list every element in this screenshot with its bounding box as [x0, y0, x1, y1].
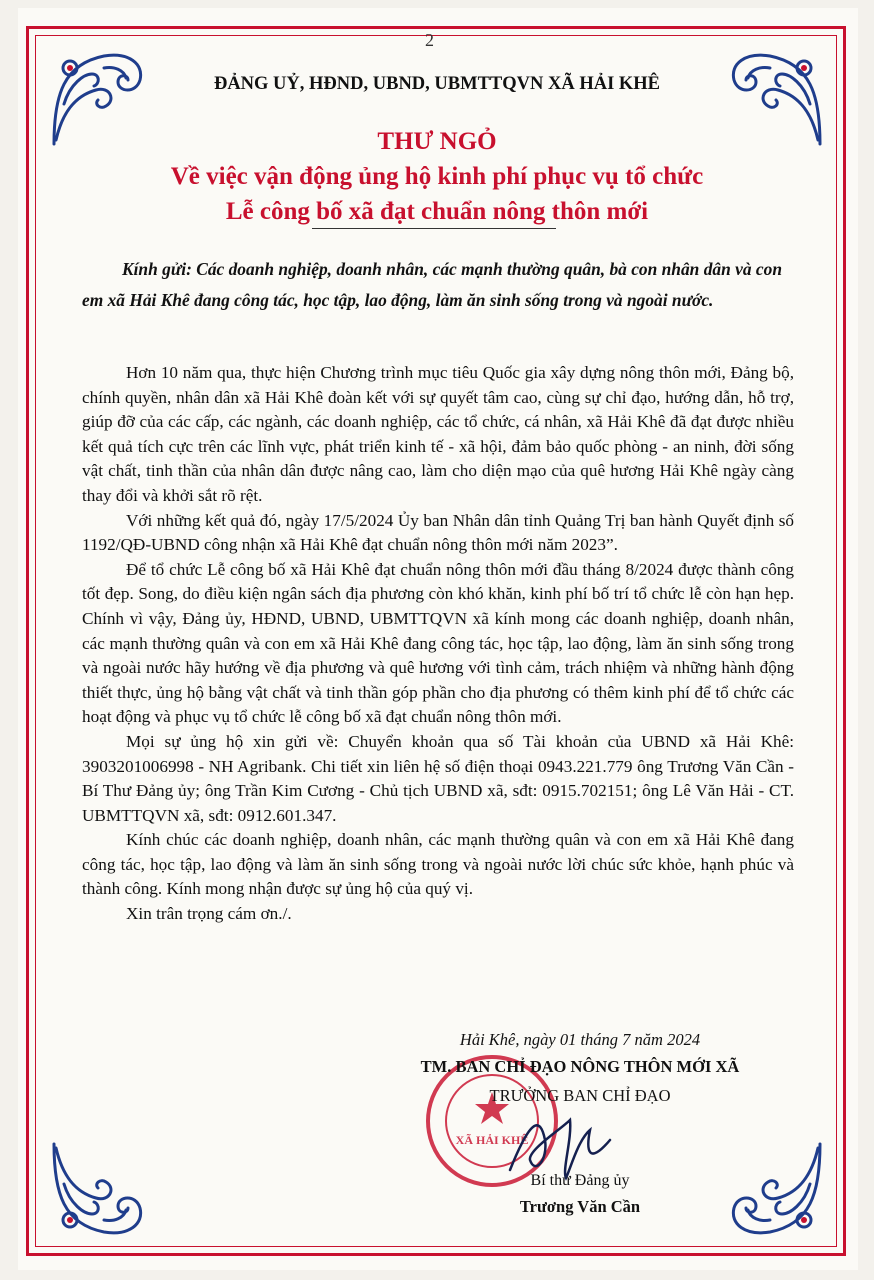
signatory-name: Trương Văn Cần	[519, 1197, 641, 1216]
paragraph: Kính chúc các doanh nghiệp, doanh nhân, các mạnh thường quân và con em xã Hải Khê đang công tác, học tập, lao động và làm ăn sinh sống trong và ngoài nước lời chúc sức khỏe, hạnh phúc và thành công. Kính mong nhận được sự ủng hộ của quý vị.	[82, 830, 794, 899]
signatory-title: Bí thư Đảng ủy	[530, 1172, 630, 1189]
paragraph: Hơn 10 năm qua, thực hiện Chương trình mục tiêu Quốc gia xây dựng nông thôn mới, Đảng bộ, chính quyền, nhân dân xã Hải Khê đoàn kết với sự quyết tâm cao, cùng sự chỉ đạo, hướng dẫn, hỗ trợ, giúp đỡ của các cấp, các ngành, các doanh nghiệp, các tổ chức, cá nhân, xã Hải Khê đã đạt được nhiều kết quả tích cực trên các lĩnh vực, phát triển kinh tế - xã hội, đảm bảo quốc phòng - an ninh, đời sống vật chất, tinh thần của nhân dân được nâng cao, làm cho diện mạo của quê hương Hải Khê ngày càng thay đổi và khởi sắt rõ rệt.	[82, 363, 794, 505]
signature-date: Hải Khê, ngày 01 tháng 7 năm 2024	[459, 1030, 701, 1049]
paragraph: Với những kết quả đó, ngày 17/5/2024 Ủy ban Nhân dân tỉnh Quảng Trị ban hành Quyết định số 1192/QĐ-UBND công nhận xã Hải Khê đạt chuẩn nông thôn mới năm 2023”.	[82, 510, 794, 555]
letter-title	[0, 124, 874, 229]
corner-ornament-icon	[44, 1134, 154, 1244]
signature-role: TRƯỞNG BAN CHỈ ĐẠO	[489, 1086, 671, 1105]
salutation: Kính gửi: Các doanh nghiệp, doanh nhân, các mạnh thường quân, bà con nhân dân và con em xã Hải Khê đang công tác, học tập, lao động, làm ăn sinh sống trong và ngoài nước.	[82, 259, 782, 310]
letter-body	[82, 361, 794, 927]
title-underline	[312, 228, 556, 229]
title-line-2: Lễ công bố xã đạt chuẩn nông thôn mới	[225, 198, 649, 225]
signature-organization: TM. BAN CHỈ ĐẠO NÔNG THÔN MỚI XÃ	[420, 1057, 740, 1076]
stamp-text: XÃ HẢI KHÊ	[455, 1133, 529, 1147]
paragraph: Để tổ chức Lễ công bố xã Hải Khê đạt chuẩn nông thôn mới đầu tháng 8/2024 được thành công tốt đẹp. Song, do điều kiện ngân sách địa phương còn khó khăn, kinh phí bố trí tổ chức lễ còn hạn hẹp. Chính vì vậy, Đảng ủy, HĐND, UBND, UBMTTQVN xã kính mong các doanh nghiệp, doanh nhân, các mạnh thường quân và con em xã Hải Khê đang công tác, học tập, lao động, làm ăn sinh sống trong và ngoài nước hãy hướng về địa phương và quê hương với tình cảm, trách nhiệm và những hành động thiết thực, ủng hộ bằng vật chất và tinh thần góp phần cho địa phương có thêm kinh phí để tổ chức các hoạt động và phục vụ tổ chức lễ công bố xã đạt chuẩn nông thôn mới.	[82, 559, 794, 727]
page-number: 2	[425, 30, 434, 50]
corner-ornament-icon	[720, 1134, 830, 1244]
title-main: THƯ NGỎ	[377, 128, 497, 155]
title-line-1: Về việc vận động ủng hộ kinh phí phục vụ tổ chức	[170, 163, 704, 190]
paragraph: Mọi sự ủng hộ xin gửi về: Chuyển khoản qua số Tài khoản của UBND xã Hải Khê: 3903201006998 - NH Agribank. Chi tiết xin liên hệ số điện thoại 0943.221.779 ông Trương Văn Cần - Bí Thư Đảng ủy; ông Trần Kim Cương - Chủ tịch UBND xã, sđt: 0915.702151; ông Lê Văn Hải - CT. UBMTTQVN xã, sđt: 0912.601.347.	[82, 731, 794, 825]
issuing-organization: ĐẢNG UỶ, HĐND, UBND, UBMTTQVN XÃ HẢI KHÊ	[213, 74, 661, 94]
paragraph: Xin trân trọng cám ơn./.	[126, 904, 292, 924]
